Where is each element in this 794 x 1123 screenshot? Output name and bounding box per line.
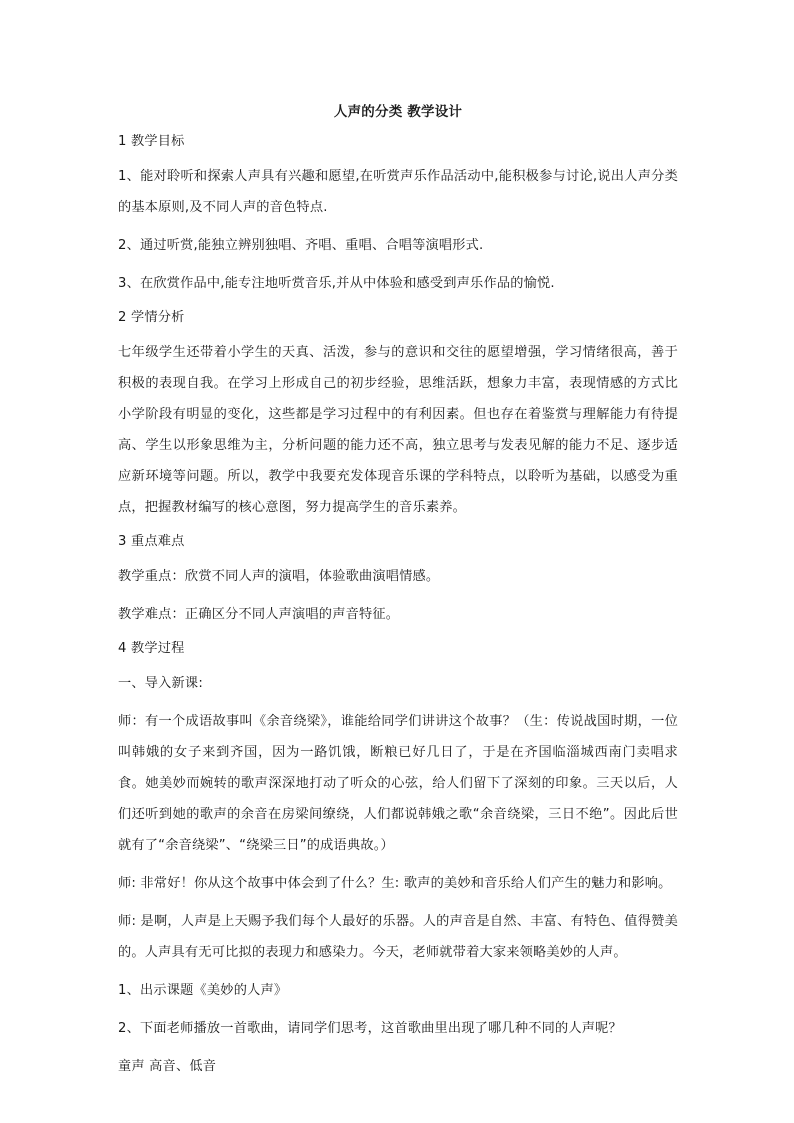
difficult-point: 教学难点：正确区分不同人声演唱的声音特征。 (118, 607, 400, 622)
section-heading-objectives: 1 教学目标 (118, 134, 185, 149)
voice-paragraph: 师: 是啊，人声是上天赐予我们每个人最好的乐器。人的声音是自然、丰富、有特色、值得赞美的。人声具有无可比拟的表现力和感染力。今天，老师就带着大家来领略美妙的人声。 (118, 914, 678, 960)
objective-3: 3、在欣赏作品中,能专注地听赏音乐,并从中体验和感受到声乐作品的愉悦. (118, 276, 555, 291)
objective-2: 2、通过听赏,能独立辨别独唱、齐唱、重唱、合唱等演唱形式. (118, 238, 484, 253)
voice-types-line: 童声 高音、低音 (118, 1059, 217, 1074)
section-heading-process: 4 教学过程 (118, 641, 185, 656)
topic-paragraph: 1、出示课题《美妙的人声》 (118, 983, 288, 998)
listening-question-paragraph: 2、下面老师播放一首歌曲，请同学们思考，这首歌曲里出现了哪几种不同的人声呢？ (118, 1021, 622, 1036)
objective-1: 1、能对聆听和探索人声具有兴趣和愿望,在听赏声乐作品活动中,能积极参与讨论,说出人声分类的基本原则,及不同人声的音色特点. (118, 169, 678, 215)
student-analysis-paragraph: 七年级学生还带着小学生的天真、活泼，参与的意识和交往的愿望增强，学习情绪很高，善于积极的表现自我。在学习上形成自己的初步经验，思维活跃，想象力丰富，表现情感的方式比小学阶段有明显的变化，这些都是学习过程中的有利因素。但也存在着鉴赏与理解能力有待提高、学生以形象思维为主，分析问题的能力还不高，独立思考与发表见解的能力不足、逐步适应新环境等问题。所以，教学中我要充发体现音乐课的学科特点，以聆听为基础，以感受为重点，把握教材编写的核心意图，努力提高学生的音乐素养。 (118, 345, 678, 515)
section-heading-student-analysis: 2 学情分析 (118, 310, 185, 325)
story-paragraph: 师：有一个成语故事叫《余音绕梁》，谁能给同学们讲讲这个故事？（生：传说战国时期，一位叫韩娥的女子来到齐国，因为一路饥饿，断粮已好几日了，于是在齐国临淄城西南门卖唱求食。她美妙而婉转的歌声深深地打动了听众的心弦，给人们留下了深刻的印象。三天以后，人们还听到她的歌声的余音在房梁间缭绕，人们都说韩娥之歌“余音绕梁，三日不绝”。因此后世就有了“余音绕梁”、“绕梁三日”的成语典故。） (118, 714, 678, 853)
document-title: 人声的分类 教学设计 (333, 104, 463, 120)
key-point: 教学重点：欣赏不同人声的演唱，体验歌曲演唱情感。 (118, 569, 440, 584)
section-heading-key-points: 3 重点难点 (118, 534, 185, 549)
process-step-intro: 一、导入新课: (118, 676, 203, 691)
dialogue-paragraph: 师: 非常好！你从这个故事中体会到了什么？生: 歌声的美妙和音乐给人们产生的魅力和影响。 (118, 876, 672, 891)
document-body (118, 100, 678, 1089)
